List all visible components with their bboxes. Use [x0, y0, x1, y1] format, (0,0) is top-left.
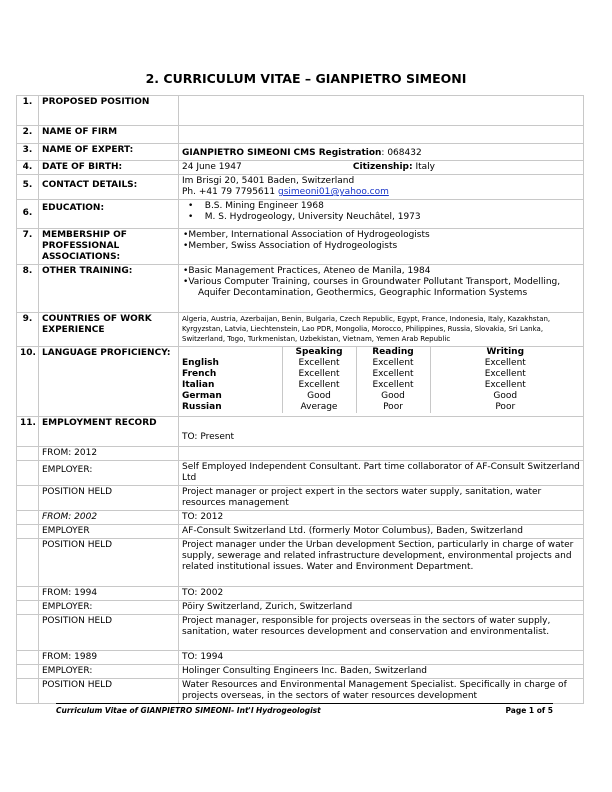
position-label: POSITION HELD: [39, 539, 179, 587]
employer-value: Self Employed Independent Consultant. Part time collaborator of AF-Consult Switzerland Ltd: [179, 461, 584, 486]
row-label: EDUCATION:: [39, 200, 179, 229]
employment-employer: [17, 601, 584, 615]
employment-employer: [17, 461, 584, 486]
language-row: German Good Good Good: [182, 391, 580, 402]
row-number: 6.: [17, 200, 39, 229]
from-label: FROM: 1994: [39, 587, 179, 601]
row-countries: [17, 313, 584, 347]
row-proposed-position: [17, 96, 584, 126]
employment-from: [17, 587, 584, 601]
row-label: OTHER TRAINING:: [39, 265, 179, 313]
list-item: •Basic Management Practices, Ateneo de Manila, 1984: [183, 266, 431, 276]
cms-value: 068432: [387, 148, 422, 158]
list-item: • M. S. Hydrogeology, University Neuchâtel, 1973: [188, 212, 421, 222]
row-label: PROPOSED POSITION: [39, 96, 179, 126]
row-value: [179, 347, 584, 417]
row-label: NAME OF FIRM: [39, 126, 179, 144]
row-value: [179, 161, 584, 175]
to-present: TO: Present: [182, 432, 235, 442]
cms-label: CMS Registration: [293, 148, 382, 158]
language-row: French Excellent Excellent Excellent: [182, 369, 580, 380]
row-label: LANGUAGE PROFICIENCY:: [39, 347, 179, 417]
to-value: TO: 2012: [179, 511, 584, 525]
row-value: GIANPIETRO SIMEONI CMS Registration: 068432: [179, 144, 584, 161]
position-label: POSITION HELD: [39, 486, 179, 511]
row-number: 8.: [17, 265, 39, 313]
address: Im Brisgi 20, 5401 Baden, Switzerland: [182, 176, 355, 186]
row-value: [179, 229, 584, 265]
employer-value: Holinger Consulting Engineers Inc. Baden, Switzerland: [179, 665, 584, 679]
header-reading: Reading: [356, 347, 430, 358]
employer-label: EMPLOYER: [39, 525, 179, 539]
expert-name: GIANPIETRO SIMEONI: [182, 148, 291, 158]
row-number: 11.: [17, 417, 39, 447]
countries-value: Algeria, Austria, Azerbaijan, Benin, Bulgaria, Czech Republic, Egypt, France, Indonesia, Italy, Kazakhstan, Kyrgyzstan, Latvia, Liechtenstein, Lao PDR, Mongolia, Morocco, Philippines, Russia, Slovakia, Sri Lanka, Switzerland, Togo, Turkmenistan, Uzbekistan, Vietnam, Yemen Arab Republic: [179, 313, 584, 347]
row-number: 4.: [17, 161, 39, 175]
row-firm: [17, 126, 584, 144]
employment-from: [17, 651, 584, 665]
row-number: 7.: [17, 229, 39, 265]
email-link[interactable]: gsimeoni01@yahoo.com: [277, 187, 389, 197]
employment-position: [17, 679, 584, 704]
row-value: [179, 417, 584, 447]
row-contact: [17, 175, 584, 200]
header-writing: Writing: [430, 347, 580, 358]
row-value: [179, 265, 584, 313]
citizenship-value: Italy: [415, 162, 435, 172]
header-speaking: Speaking: [282, 347, 356, 358]
row-date-of-birth: [17, 161, 584, 175]
employment-from: [17, 511, 584, 525]
position-value: Project manager, responsible for projects overseas in the sectors of water supply, sanitation, water resources development and conservation and environmentalist.: [179, 615, 584, 651]
citizenship-label: Citizenship:: [352, 162, 413, 172]
language-row: Russian Average Poor Poor: [182, 402, 580, 413]
to-value: [179, 447, 584, 461]
phone: Ph. +41 79 7795611: [182, 187, 276, 197]
cv-table: [16, 95, 584, 704]
row-label: NAME OF EXPERT:: [39, 144, 179, 161]
row-label: COUNTRIES OF WORK EXPERIENCE: [39, 313, 179, 347]
row-education: [17, 200, 584, 229]
list-item: •Various Computer Training, courses in Groundwater Pollutant Transport, Modelling, Aquifer Decontamination, Geothermics, Geographic Information Systems: [183, 277, 561, 298]
row-number: 9.: [17, 313, 39, 347]
position-value: Project manager or project expert in the sectors water supply, sanitation, water resources management: [179, 486, 584, 511]
language-row: English Excellent Excellent Excellent: [182, 358, 580, 369]
row-label: DATE OF BIRTH:: [39, 161, 179, 175]
from-label: FROM: 2002: [39, 511, 179, 525]
row-language: [17, 347, 584, 417]
birth-date: 24 June 1947: [182, 162, 242, 172]
position-value: Water Resources and Environmental Management Specialist. Specifically in charge of projects overseas, in the sectors of water resources development: [179, 679, 584, 704]
row-number: 2.: [17, 126, 39, 144]
position-label: POSITION HELD: [39, 615, 179, 651]
row-membership: [17, 229, 584, 265]
row-label: EMPLOYMENT RECORD: [39, 417, 179, 447]
employment-position: [17, 486, 584, 511]
list-item: •Member, International Association of Hydrogeologists: [183, 230, 430, 240]
row-number: 1.: [17, 96, 39, 126]
language-row: Italian Excellent Excellent Excellent: [182, 380, 580, 391]
row-training: [17, 265, 584, 313]
employer-label: EMPLOYER:: [39, 665, 179, 679]
list-item: •Member, Swiss Association of Hydrogeologists: [183, 241, 398, 251]
row-label: MEMBERSHIP OF PROFESSIONAL ASSOCIATIONS:: [39, 229, 179, 265]
row-number: 3.: [17, 144, 39, 161]
employment-from: [17, 447, 584, 461]
employment-position: [17, 539, 584, 587]
row-value: [179, 200, 584, 229]
to-value: TO: 1994: [179, 651, 584, 665]
language-table: [182, 347, 580, 413]
page-footer: [56, 703, 553, 715]
employer-value: AF-Consult Switzerland Ltd. (formerly Motor Columbus), Baden, Switzerland: [179, 525, 584, 539]
document-title: 2. CURRICULUM VITAE – GIANPIETRO SIMEONI: [145, 71, 467, 86]
employment-position: [17, 615, 584, 651]
employment-employer: [17, 525, 584, 539]
from-label: FROM: 1989: [39, 651, 179, 665]
employment-employer: [17, 665, 584, 679]
row-number: 10.: [17, 347, 39, 417]
row-number: 5.: [17, 175, 39, 200]
row-value: [179, 96, 584, 126]
position-label: POSITION HELD: [39, 679, 179, 704]
row-label: CONTACT DETAILS:: [39, 175, 179, 200]
row-value: [179, 175, 584, 200]
footer-left: Curriculum Vitae of GIANPIETRO SIMEONI- Int'l Hydrogeologist: [56, 706, 321, 715]
position-value: Project manager under the Urban development Section, particularly in charge of water supply, sewerage and related infrastructure development, environmental projects and related institutional issues. Water and Environment Department.: [179, 539, 584, 587]
row-value: [179, 126, 584, 144]
page-number: Page 1 of 5: [505, 706, 553, 715]
row-employment-record: [17, 417, 584, 447]
to-value: TO: 2002: [179, 587, 584, 601]
employer-label: EMPLOYER:: [39, 461, 179, 486]
employer-value: Pöiry Switzerland, Zurich, Switzerland: [179, 601, 584, 615]
employer-label: EMPLOYER:: [39, 601, 179, 615]
from-label: FROM: 2012: [39, 447, 179, 461]
row-expert-name: [17, 144, 584, 161]
list-item: • B.S. Mining Engineer 1968: [188, 201, 324, 211]
